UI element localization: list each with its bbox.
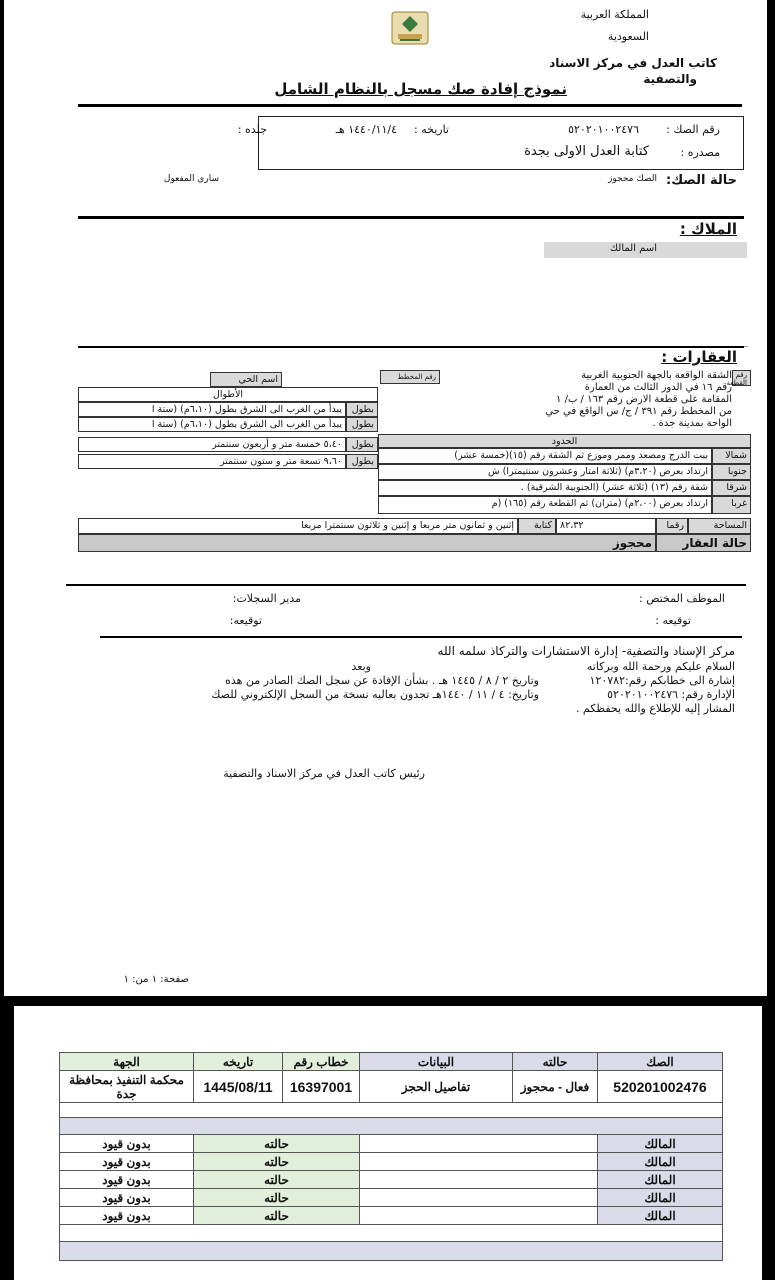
owner-restriction: بدون قيود (60, 1153, 194, 1171)
letter-greeting: السلام عليكم ورحمة الله وبركاته (586, 660, 735, 673)
border-value: ارتداد بعرض (٣،٢٠م) (ثلاثة امتار وعشرون سنتيمترا) ش (378, 464, 712, 480)
owner-restriction: بدون قيود (60, 1189, 194, 1207)
empty-row (60, 1225, 723, 1242)
kingdom-line2: السعودية (607, 30, 649, 43)
col-status: حالته (513, 1053, 598, 1071)
office-line2: والتصفية (643, 72, 697, 86)
letter-line3: المشار إليه للإطلاع والله يحفظكم . (575, 702, 735, 715)
deed-date-label: تاريخه : (414, 123, 449, 136)
col-entity: الجهة (60, 1053, 194, 1071)
properties-table (78, 370, 751, 555)
length-value: ٩،٦٠ تسعة متر و ستون سنتمتر (78, 454, 346, 469)
desc-line: الواحة بمدينة جدة . (652, 418, 732, 429)
col-date: تاريخه (194, 1053, 283, 1071)
property-status-label: حالة العقار (656, 534, 751, 552)
owner-name-redacted (360, 1189, 598, 1207)
owners-redacted-area (78, 258, 748, 347)
area-label: المساحة (688, 518, 751, 534)
emblem-logo (388, 10, 432, 46)
owner-name-redacted (360, 1207, 598, 1225)
form-title: نموذج إفادة صك مسجل بالنظام الشامل (274, 80, 567, 98)
footer-row (60, 1242, 723, 1261)
deed-status-cell: فعال - محجوز (513, 1071, 598, 1103)
property-status-value: محجوز (78, 534, 656, 552)
deed-status-label: حالة الصك: (666, 173, 737, 188)
owner-status: حالته (194, 1207, 360, 1225)
owner-row (60, 1189, 723, 1207)
details-cell: تفاصيل الحجز (360, 1071, 513, 1103)
length-label: بطول (346, 417, 378, 432)
document-page (4, 0, 767, 996)
owner-status: حالته (194, 1153, 360, 1171)
properties-heading: العقارات : (661, 348, 737, 366)
district-label: اسم الحي (210, 372, 282, 387)
owner-row (60, 1135, 723, 1153)
deed-status-value: الصك محجوز (608, 174, 657, 184)
title-rule (78, 104, 742, 107)
length-value: يبدأ من الغرب الى الشرق بطول (٦،١٠م) (ستة ا (78, 417, 346, 432)
separator-row (60, 1118, 723, 1135)
owner-row (60, 1153, 723, 1171)
owner-name-redacted (360, 1135, 598, 1153)
entity-cell: محكمة التنفيذ بمحافظة جدة (60, 1071, 194, 1103)
letter-date-cell: 1445/08/11 (194, 1071, 283, 1103)
summary-header-row (60, 1053, 723, 1071)
border-dir: شمالا (712, 448, 751, 464)
owner-restriction: بدون قيود (60, 1171, 194, 1189)
letter-after: وبعد (351, 660, 371, 673)
col-deed: الصك (598, 1053, 723, 1071)
deed-number-label: رقم الصك : (666, 123, 720, 136)
empty-row (60, 1103, 723, 1118)
lengths-label: الأطوال (78, 387, 378, 402)
summary-table (59, 1052, 723, 1261)
summary-sheet (14, 1006, 762, 1280)
employee-label: الموظف المختص : (639, 592, 725, 605)
plot-number-label: رقم القطعة (732, 370, 751, 386)
area-digits-label: رقما (656, 518, 688, 534)
owner-name-redacted (360, 1171, 598, 1189)
letter-line2: الإدارة رقم: ٥٢٠٢٠١٠٠٢٤٧٦ (607, 688, 735, 701)
deed-effective: ساري المفعول (163, 174, 219, 184)
length-label: بطول (346, 454, 378, 469)
length-label: بطول (346, 402, 378, 417)
col-letter: خطاب رقم (283, 1053, 360, 1071)
deed-number-cell: 520201002476 (598, 1071, 723, 1103)
letter-to: مركز الإسناد والتصفية- إدارة الاستشارات والتركاذ سلمه الله (437, 644, 735, 658)
properties-rule (78, 346, 744, 348)
letter-number-cell: 16397001 (283, 1071, 360, 1103)
plan-number-label: رقم المخطط (380, 370, 440, 384)
length-label: بطول (346, 437, 378, 452)
desc-line: رقم ١٦ في الدور الثالث من العمارة (584, 382, 732, 393)
letter-rule (100, 636, 742, 638)
owner-name-redacted (360, 1153, 598, 1171)
length-value: ٥،٤٠ خمسة متر و أربعون سنتمتر (78, 437, 346, 452)
owner-status: حالته (194, 1171, 360, 1189)
property-description (440, 370, 734, 434)
desc-line: المقامة على قطعة الارض رقم ١٦٣ / ب/ ١ (556, 394, 732, 405)
owner-name-col: اسم المالك (609, 243, 657, 254)
owner-status: حالته (194, 1189, 360, 1207)
owner-status: حالته (194, 1135, 360, 1153)
owner-restriction: بدون قيود (60, 1207, 194, 1225)
border-dir: جنوبا (712, 464, 751, 480)
owner-label: المالك (598, 1189, 723, 1207)
manager-sign-label: توقيعه: (229, 614, 262, 627)
border-dir: غربا (712, 496, 751, 514)
owner-label: المالك (598, 1153, 723, 1171)
border-value: بيت الدرج ومصعد وممر وموزع ثم الشقة رقم (١٥)(خمسة عشر) (378, 448, 712, 464)
summary-data-row (60, 1071, 723, 1103)
office-line1: كاتب العدل في مركز الاسناد (549, 56, 717, 70)
area-words-label: كتابة (518, 518, 556, 534)
volume-label: جلده : (237, 123, 267, 136)
col-data: البيانات (360, 1053, 513, 1071)
border-value: ارتداد بعرض (٢،٠٠م) (متران) ثم القطعة رقم (١٦٥) (م (378, 496, 712, 514)
owner-label: المالك (598, 1207, 723, 1225)
source-label: مصدره : (680, 146, 720, 159)
source-value: كتابة العدل الاولى بجدة (524, 144, 649, 159)
length-value: يبدأ من الغرب الى الشرق بطول (٦،١٠م) (ستة ا (78, 402, 346, 417)
owner-label: المالك (598, 1171, 723, 1189)
employee-sign-label: توقيعه : (655, 614, 691, 627)
owner-restriction: بدون قيود (60, 1135, 194, 1153)
signature-rule (66, 584, 746, 586)
owner-row (60, 1207, 723, 1225)
deed-date: ١٤٤٠/١١/٤ هـ (335, 123, 397, 136)
letter-line1-date: وتاريخ ٢ / ٨ / ١٤٤٥ هـ . بشأن الإفادة عن سجل الصك الصادر من هذه (225, 674, 539, 687)
owner-label: المالك (598, 1135, 723, 1153)
border-dir: شرقا (712, 480, 751, 496)
borders-label: الحدود (378, 434, 751, 448)
letter-line1: إشارة الى خطابكم رقم:١٢٠٧٨٢ (589, 674, 735, 687)
desc-line: من المخطط رقم ٣٩١ / ج/ س الواقع في حي (545, 406, 732, 417)
area-digits: ٨٢،٣٢ (556, 518, 656, 534)
records-manager-label: مدير السجلات: (232, 592, 301, 605)
owners-rule (78, 216, 744, 219)
owners-heading: الملاك : (679, 220, 737, 238)
desc-line: الشقة الواقعة بالجهة الجنوبية الغربية (581, 370, 732, 381)
deed-number: ٥٢٠٢٠١٠٠٢٤٧٦ (568, 123, 639, 136)
area-words: إثنين و ثمانون متر مربعا و إثنين و ثلاثون سنتمترا مربعا (78, 518, 518, 534)
signature-title: رئيس كاتب العدل في مركز الاسناد والتصفية (223, 767, 425, 780)
border-value: شقة رقم (١٣) (ثلاثة عشر) (الجنوبية الشرقية) . (378, 480, 712, 496)
owner-row (60, 1171, 723, 1189)
page-number: صفحة: ١ من: ١ (123, 974, 189, 985)
letter-line2-date: وتاريخ: ٤ / ١١ / ١٤٤٠هـ تجدون بعاليه نسخة من السجل الإلكتروني للصك (211, 688, 539, 701)
kingdom-line1: المملكة العربية (580, 8, 649, 21)
